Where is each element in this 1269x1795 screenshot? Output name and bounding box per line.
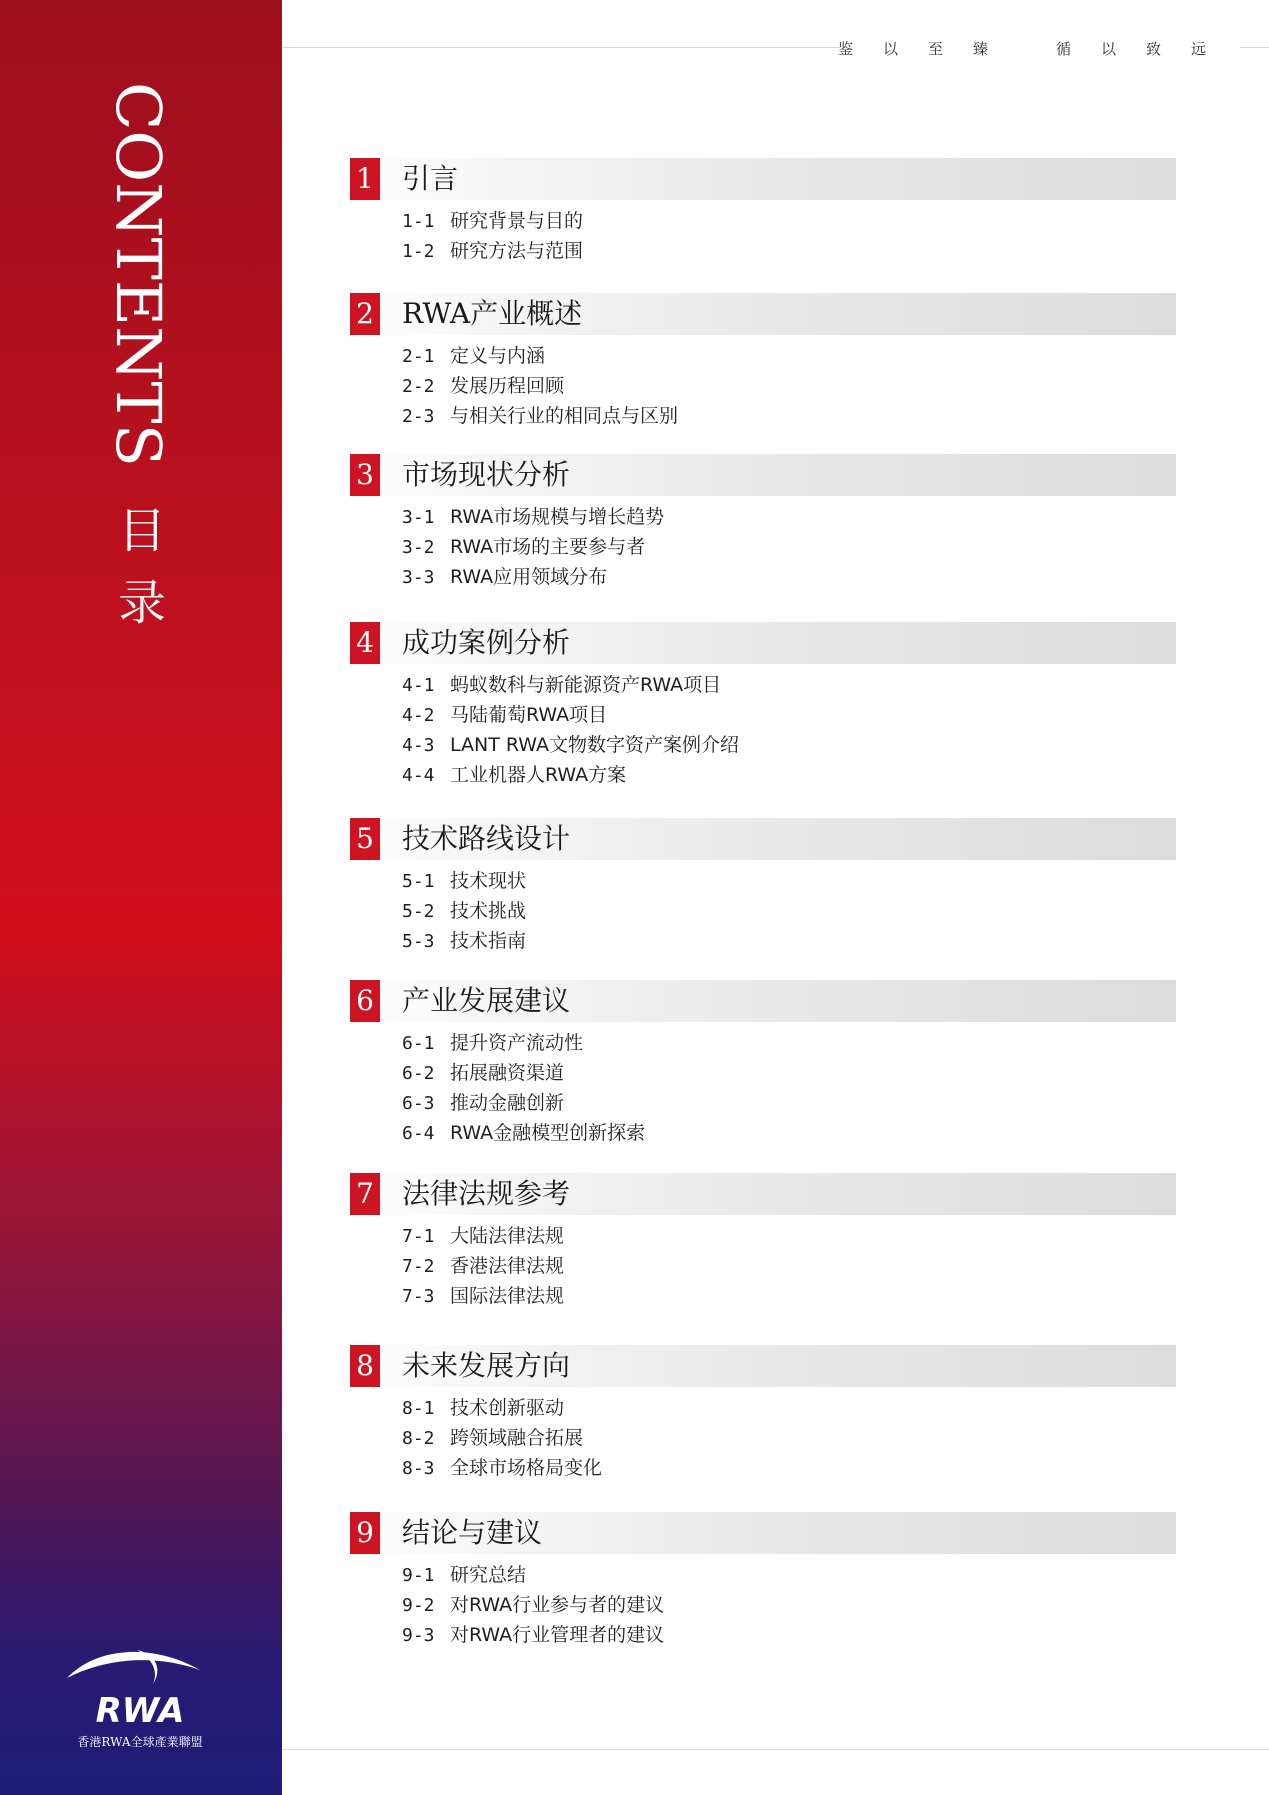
contents-heading — [95, 72, 185, 472]
item-text: 推动金融创新 — [450, 1092, 565, 1114]
item-code: 6-2 — [402, 1063, 435, 1084]
item-code: 3-3 — [402, 567, 435, 588]
item-code: 7-2 — [402, 1256, 435, 1277]
toc-item[interactable] — [402, 1560, 1176, 1590]
section-header[interactable] — [350, 158, 1176, 200]
item-text: RWA应用领域分布 — [450, 566, 608, 588]
item-text: RWA金融模型创新探索 — [450, 1122, 646, 1144]
item-text: 技术指南 — [450, 930, 527, 952]
toc-item[interactable] — [402, 341, 1176, 371]
toc-item[interactable] — [402, 1058, 1176, 1088]
section-header[interactable] — [350, 818, 1176, 860]
toc-item[interactable] — [402, 670, 1176, 700]
motto-char: 以 — [1101, 40, 1117, 58]
mulu-heading — [112, 495, 172, 639]
toc-item[interactable] — [402, 1028, 1176, 1058]
toc-item[interactable] — [402, 1423, 1176, 1453]
item-code: 2-2 — [402, 376, 435, 397]
toc-section-5 — [350, 818, 1176, 956]
section-title: 结论与建议 — [402, 1516, 543, 1549]
section-bar — [350, 158, 1176, 200]
item-code: 7-1 — [402, 1226, 435, 1247]
mulu-char-2: 录 — [117, 575, 166, 631]
motto-char: 致 — [1146, 40, 1162, 58]
section-number: 8 — [350, 1345, 380, 1387]
toc-item[interactable] — [402, 401, 1176, 431]
logo-caption: 香港RWA全球產業聯盟 — [77, 1735, 203, 1749]
toc-item[interactable] — [402, 1118, 1176, 1148]
item-text: 跨领域融合拓展 — [450, 1427, 584, 1449]
item-text: 大陆法律法规 — [450, 1225, 565, 1247]
item-text: RWA市场的主要参与者 — [450, 536, 646, 558]
section-header[interactable] — [350, 454, 1176, 496]
toc-section-6 — [350, 980, 1176, 1148]
item-text: 拓展融资渠道 — [450, 1062, 565, 1084]
toc-section-9 — [350, 1512, 1176, 1650]
item-code: 8-2 — [402, 1428, 435, 1449]
item-code: 4-3 — [402, 735, 435, 756]
toc-item[interactable] — [402, 700, 1176, 730]
motto-char: 以 — [883, 40, 899, 58]
toc-item[interactable] — [402, 1453, 1176, 1483]
motto-char: 至 — [928, 40, 944, 58]
item-code: 5-1 — [402, 871, 435, 892]
item-code: 8-3 — [402, 1458, 435, 1479]
section-number: 9 — [350, 1512, 380, 1554]
item-code: 3-1 — [402, 507, 435, 528]
item-text: 研究方法与范围 — [450, 240, 584, 262]
section-number: 1 — [350, 158, 380, 200]
section-title: 成功案例分析 — [402, 626, 571, 659]
section-title: 引言 — [402, 162, 459, 195]
toc-item[interactable] — [402, 1221, 1176, 1251]
section-header[interactable] — [350, 293, 1176, 335]
item-code: 9-2 — [402, 1595, 435, 1616]
toc-item[interactable] — [402, 760, 1176, 790]
toc-item[interactable] — [402, 1281, 1176, 1311]
item-code: 1-1 — [402, 211, 435, 232]
motto-char: 鉴 — [838, 40, 854, 58]
toc-item[interactable] — [402, 730, 1176, 760]
toc-item[interactable] — [402, 926, 1176, 956]
item-text: RWA市场规模与增长趋势 — [450, 506, 665, 528]
section-header[interactable] — [350, 1345, 1176, 1387]
toc-item[interactable] — [402, 1088, 1176, 1118]
toc-item[interactable] — [402, 206, 1176, 236]
rwa-logo-text: RWA — [95, 1691, 185, 1730]
toc-item[interactable] — [402, 1393, 1176, 1423]
item-text: 对RWA行业管理者的建议 — [450, 1624, 665, 1646]
section-number: 2 — [350, 293, 380, 335]
item-code: 1-2 — [402, 241, 435, 262]
toc-item[interactable] — [402, 502, 1176, 532]
section-number: 5 — [350, 818, 380, 860]
item-text: 技术现状 — [450, 870, 527, 892]
item-text: 马陆葡萄RWA项目 — [450, 704, 608, 726]
toc-section-8 — [350, 1345, 1176, 1483]
item-text: 定义与内涵 — [450, 345, 546, 367]
section-header[interactable] — [350, 622, 1176, 664]
toc-item[interactable] — [402, 866, 1176, 896]
toc-item[interactable] — [402, 532, 1176, 562]
toc-item[interactable] — [402, 371, 1176, 401]
toc-item[interactable] — [402, 562, 1176, 592]
item-code: 9-3 — [402, 1625, 435, 1646]
rwa-logo-mark — [55, 1640, 225, 1730]
item-text: 研究总结 — [450, 1564, 527, 1586]
section-number: 3 — [350, 454, 380, 496]
toc-section-3 — [350, 454, 1176, 592]
section-header[interactable] — [350, 1173, 1176, 1215]
item-text: 工业机器人RWA方案 — [450, 764, 627, 786]
item-code: 2-1 — [402, 346, 435, 367]
item-code: 4-1 — [402, 675, 435, 696]
section-number: 7 — [350, 1173, 380, 1215]
rwa-logo — [55, 1640, 225, 1750]
item-code: 4-4 — [402, 765, 435, 786]
item-code: 5-3 — [402, 931, 435, 952]
section-title: 技术路线设计 — [402, 822, 571, 855]
toc-item[interactable] — [402, 1590, 1176, 1620]
item-text: 提升资产流动性 — [450, 1032, 584, 1054]
section-number: 6 — [350, 980, 380, 1022]
motto-char: 循 — [1056, 40, 1072, 58]
item-text: LANT RWA文物数字资产案例介绍 — [450, 734, 740, 756]
item-code: 8-1 — [402, 1398, 435, 1419]
mulu-char-1: 目 — [117, 503, 166, 559]
section-title: 法律法规参考 — [402, 1177, 571, 1210]
toc-section-4 — [350, 622, 1176, 790]
footer-rule — [282, 1749, 1269, 1750]
section-title: 市场现状分析 — [402, 458, 571, 491]
section-number: 4 — [350, 622, 380, 664]
item-text: 研究背景与目的 — [450, 210, 584, 232]
section-title: RWA产业概述 — [402, 297, 583, 330]
item-code: 6-3 — [402, 1093, 435, 1114]
section-header[interactable] — [350, 980, 1176, 1022]
item-text: 香港法律法规 — [450, 1255, 565, 1277]
item-code: 2-3 — [402, 406, 435, 427]
item-text: 技术创新驱动 — [450, 1397, 565, 1419]
item-text: 技术挑战 — [450, 900, 527, 922]
toc-section-7 — [350, 1173, 1176, 1311]
toc-item[interactable] — [402, 1251, 1176, 1281]
item-text: 对RWA行业参与者的建议 — [450, 1594, 665, 1616]
item-code: 4-2 — [402, 705, 435, 726]
toc-item[interactable] — [402, 236, 1176, 266]
item-code: 6-1 — [402, 1033, 435, 1054]
sidebar — [0, 0, 282, 1795]
section-title: 未来发展方向 — [402, 1349, 571, 1382]
contents-word: CONTENTS — [102, 82, 175, 460]
item-text: 蚂蚁数科与新能源资产RWA项目 — [450, 674, 722, 696]
item-text: 发展历程回顾 — [450, 375, 565, 397]
toc-item[interactable] — [402, 896, 1176, 926]
section-header[interactable] — [350, 1512, 1176, 1554]
item-text: 国际法律法规 — [450, 1285, 565, 1307]
motto-char: 远 — [1191, 40, 1207, 58]
toc-section-2 — [350, 293, 1176, 431]
item-code: 3-2 — [402, 537, 435, 558]
item-text: 全球市场格局变化 — [450, 1457, 603, 1479]
header-rule-right — [1240, 47, 1269, 48]
item-text: 与相关行业的相同点与区别 — [450, 405, 679, 427]
toc-item[interactable] — [402, 1620, 1176, 1650]
item-code: 9-1 — [402, 1565, 435, 1586]
header-rule-left — [282, 47, 840, 48]
item-code: 5-2 — [402, 901, 435, 922]
header-motto — [838, 38, 1236, 59]
toc-section-1 — [350, 158, 1176, 266]
motto-char: 臻 — [973, 40, 989, 58]
item-code: 7-3 — [402, 1286, 435, 1307]
section-title: 产业发展建议 — [402, 984, 571, 1017]
item-code: 6-4 — [402, 1123, 435, 1144]
